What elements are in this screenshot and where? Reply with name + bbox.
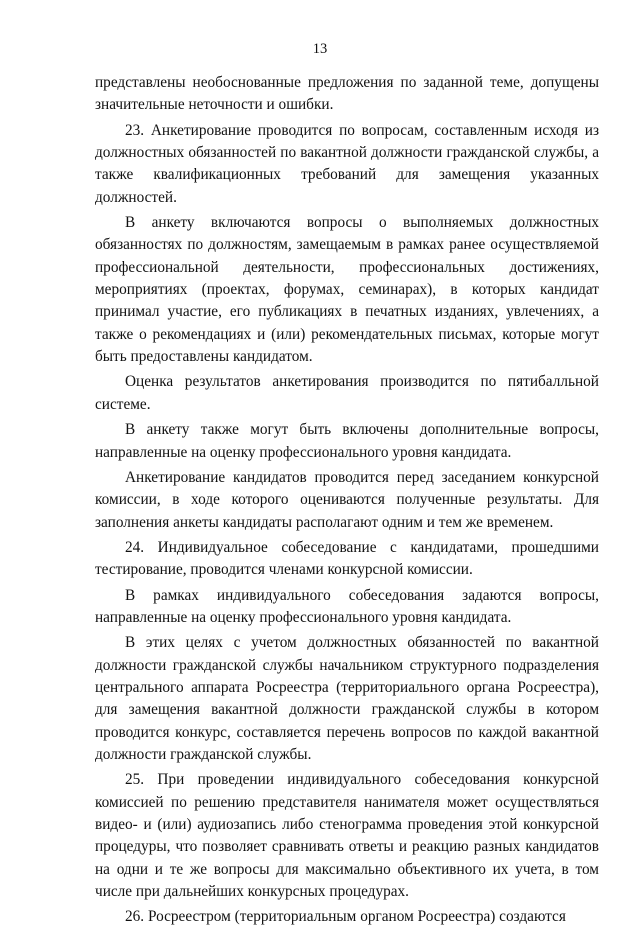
paragraph-questionnaire-content: В анкету включаются вопросы о выполняемых должностных обязанностях по должностям, замещаемым в рамках ранее осуществляемой профессиональной деятельности, профессиональных достижениях, мероприятиях (проектах, форумах, семинарах), в которых кандидат принимал участие, его публикациях в печатных изданиях, увлечениях, а также о рекомендациях и (или) рекомендательных письмах, которые могут быть предоставлены кандидатом. [95, 214, 599, 366]
paragraph-item-26: 26. Росреестром (территориальным органом Росреестра) создаются [125, 908, 566, 926]
paragraph-additional-questions: В анкету также могут быть включены дополнительные вопросы, направленные на оценку профессионального уровня кандидата. [95, 421, 599, 461]
paragraph-evaluation-scale: Оценка результатов анкетирования производится по пятибалльной системе. [95, 373, 599, 413]
paragraph-question-list: В этих целях с учетом должностных обязанностей по вакантной должности гражданской службы начальником структурного подразделения центрального аппарата Росреестра (территориального органа Росреестра), для замещения вакантной должности гражданской службы в котором проводится конкурс, составляется перечень вопросов по каждой вакантной должности гражданской службы. [95, 634, 599, 763]
paragraph-item-24: 24. Индивидуальное собеседование с кандидатами, прошедшими тестирование, проводится членами конкурсной комиссии. [95, 538, 599, 579]
paragraph-interview-questions: В рамках индивидуального собеседования задаются вопросы, направленные на оценку профессионального уровня кандидата. [95, 586, 599, 626]
document-body [95, 72, 599, 929]
page-number: 13 [312, 41, 328, 57]
paragraph-continuation: представлены необоснованные предложения по заданной теме, допущены значительные неточности и ошибки. [95, 74, 599, 114]
paragraph-item-23: 23. Анкетирование проводится по вопросам, составленным исходя из должностных обязанностей по вакантной должности гражданской службы, а также квалификационных требований для замещения указанных должностей. [95, 121, 599, 206]
paragraph-item-25: 25. При проведении индивидуального собеседования конкурсной комиссией по решению представителя нанимателя может осуществляться видео- и (или) аудиозапись либо стенограмма проведения этой конкурсной процедуры, что позволяет сравнивать ответы и реакцию разных кандидатов на одни и те же вопросы для максимально объективного их учета, в том числе при дальнейших конкурсных процедурах. [95, 771, 599, 901]
paragraph-questionnaire-timing: Анкетирование кандидатов проводится перед заседанием конкурсной комиссии, в ходе которого оцениваются полученные результаты. Для заполнения анкеты кандидаты располагают одним и тем же временем. [95, 468, 599, 531]
